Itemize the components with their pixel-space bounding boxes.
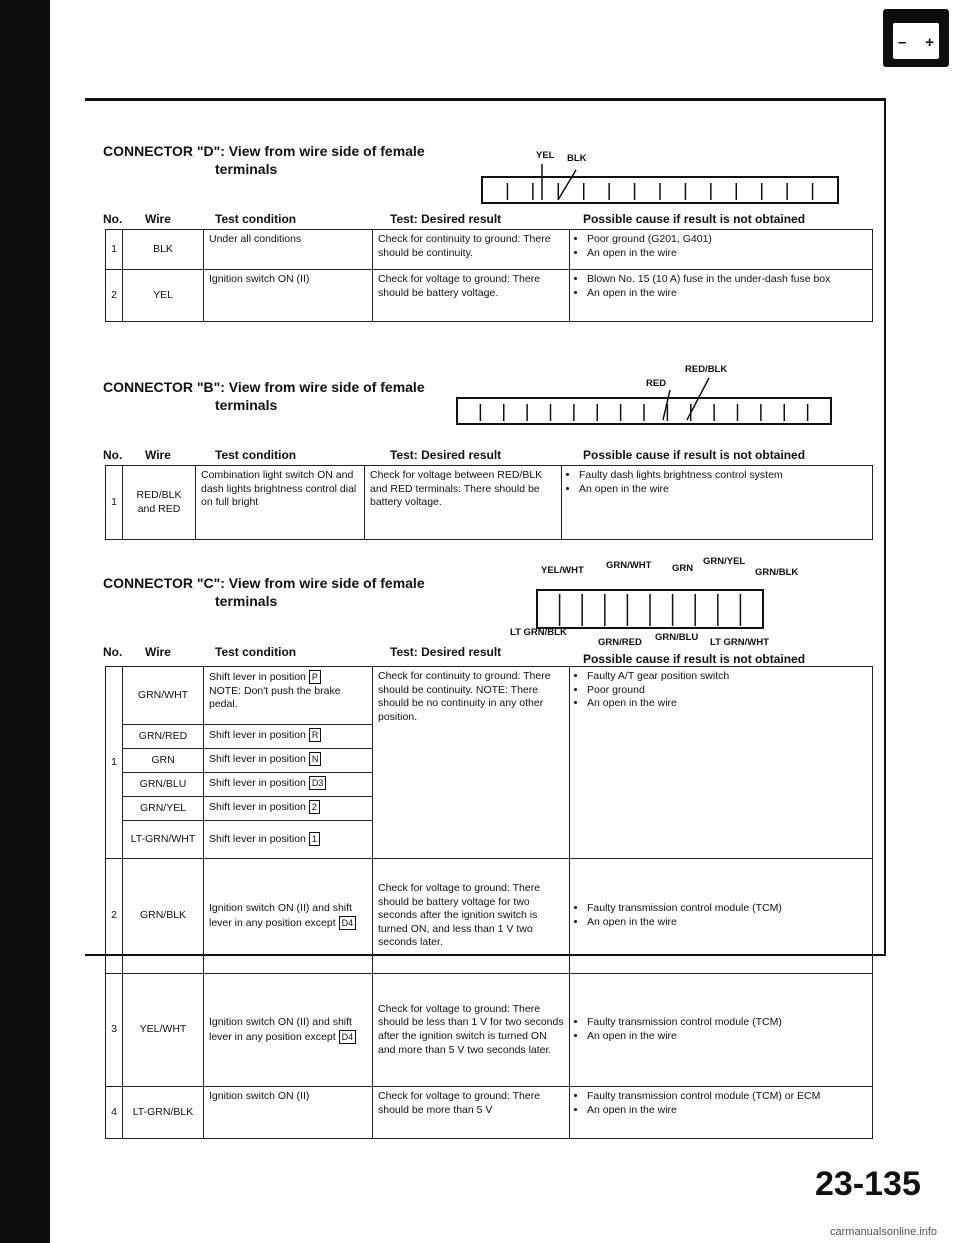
wire-label-red-blk: RED/BLK [685,364,728,375]
cause-item: • Poor ground [587,684,867,698]
possible-cause [570,667,873,859]
position-d4-symbol: D4 [339,916,357,930]
wire-label-grn-yel: GRN/YEL [703,556,746,567]
connector-c-header-test: Test condition [215,645,297,659]
wire-label-lt-grn-blk: LT GRN/BLK [510,627,567,638]
position-d3-symbol: D3 [309,776,327,790]
cause-item: • An open in the wire [587,1030,867,1044]
possible-cause [570,859,873,974]
test-condition [204,725,373,749]
table-row [106,859,873,974]
connector-c-title-sub: terminals [215,593,278,610]
wire-color: BLK [123,230,204,270]
test-condition [204,859,373,974]
table-row [106,466,873,540]
condition-text: Shift lever in position [209,801,306,813]
wire-color: GRN/WHT [123,667,204,725]
cause-item: • Faulty dash lights brightness control system [579,469,867,483]
wire-label-lt-grn-wht: LT GRN/WHT [710,637,769,648]
cause-item: • Faulty transmission control module (TCM) [587,902,867,916]
connector-b-title [103,378,425,414]
condition-note: NOTE: Don't push the brake pedal. [209,684,341,711]
test-condition [204,821,373,859]
connector-c-table [105,666,873,1139]
connector-c-title [103,574,425,610]
wire-color: GRN/RED [123,725,204,749]
condition-text: Shift lever in position [209,777,306,789]
wire-color: YEL [123,270,204,322]
condition-text: Ignition switch ON (II) and shift lever in any position except [209,901,352,929]
table-row [106,1087,873,1139]
right-rule [884,98,886,956]
connector-c-diagram [535,578,765,633]
test-condition [204,797,373,821]
wire-color: YEL/WHT [123,974,204,1087]
row-number: 2 [106,859,123,974]
cause-item: • An open in the wire [587,697,867,711]
battery-icon: – + [883,9,949,67]
wire-color: LT-GRN/WHT [123,821,204,859]
position-r-symbol: R [309,728,322,742]
desired-result: Check for voltage to ground: There should be less than 1 V for two seconds after the ignition switch is turned ON and more than 5 V two seconds later. [373,974,570,1087]
row-number: 3 [106,974,123,1087]
possible-cause [570,230,873,270]
cause-item: • Faulty transmission control module (TCM) or ECM [587,1090,867,1104]
test-condition [204,749,373,773]
cause-item: • An open in the wire [587,916,867,930]
top-rule [85,98,885,101]
wire-label-yel-wht: YEL/WHT [541,565,584,576]
condition-text: Ignition switch ON (II) and shift lever in any position except [209,1015,352,1043]
desired-result: Check for voltage to ground: There should be battery voltage for two seconds after the ignition switch is turned ON, and less than 1 V two seconds later. [373,859,570,974]
wire-label-grn-blu: GRN/BLU [655,632,699,643]
desired-result: Check for voltage between RED/BLK and RED terminals: There should be battery voltage. [365,466,562,540]
wire-color: GRN [123,749,204,773]
wire-color: GRN/YEL [123,797,204,821]
cause-item: • Faulty transmission control module (TCM) [587,1016,867,1030]
connector-c-header-result: Test: Desired result [390,645,502,659]
wire-label-yel: YEL [536,150,555,161]
wire-color: RED/BLK and RED [123,466,196,540]
condition-text: Shift lever in position [209,729,306,741]
table-row [106,974,873,1087]
connector-b-title-sub: terminals [215,397,278,414]
table-row [106,270,873,322]
desired-result: Check for voltage to ground: There should be battery voltage. [373,270,570,322]
connector-d-title [103,142,425,178]
position-n-symbol: N [309,752,322,766]
row-number: 4 [106,1087,123,1139]
connector-c-title-text: CONNECTOR "C": View from wire side of female [103,575,425,591]
connector-b-table [105,465,873,540]
desired-result: Check for voltage to ground: There should be more than 5 V [373,1087,570,1139]
cause-item: • An open in the wire [587,1104,867,1118]
connector-b-header-result: Test: Desired result [390,448,502,462]
condition-text: Shift lever in position [209,671,306,683]
desired-result: Check for continuity to ground: There should be continuity. [373,230,570,270]
connector-d-header-cause: Possible cause if result is not obtained [583,212,806,226]
wire-label-grn-blk: GRN/BLK [755,567,799,578]
possible-cause [570,270,873,322]
condition-text: Shift lever in position [209,753,306,765]
test-condition: Combination light switch ON and dash lights brightness control dial on full bright [196,466,365,540]
cause-item: • Poor ground (G201, G401) [587,233,867,247]
connector-d-header-result: Test: Desired result [390,212,502,226]
connector-c-header-no: No. [103,645,123,659]
condition-text: Shift lever in position [209,833,306,846]
wire-color: GRN/BLU [123,773,204,797]
test-condition [204,974,373,1087]
footer-watermark: carmanualsonline.info [830,1226,938,1238]
possible-cause [570,1087,873,1139]
connector-d-header-no: No. [103,212,123,226]
wire-color: GRN/BLK [123,859,204,974]
possible-cause [570,974,873,1087]
wire-label-red: RED [646,378,667,389]
cause-item: • Blown No. 15 (10 A) fuse in the under-dash fuse box [587,273,867,287]
connector-c-header-cause: Possible cause if result is not obtained [583,652,806,666]
connector-b-header-test: Test condition [215,448,297,462]
wire-color: LT-GRN/BLK [123,1087,204,1139]
cause-item: • An open in the wire [587,247,867,261]
connector-d-table [105,229,873,322]
row-number: 1 [106,230,123,270]
connector-d-diagram [480,162,840,207]
connector-b-header-no: No. [103,448,123,462]
position-2-symbol: 2 [309,800,320,814]
wire-label-grn-wht: GRN/WHT [606,560,652,571]
connector-d-header-wire: Wire [145,212,171,226]
test-condition: Ignition switch ON (II) [204,1087,373,1139]
connector-d-title-text: CONNECTOR "D": View from wire side of female [103,143,425,159]
position-d4-symbol: D4 [339,1030,357,1044]
test-condition [204,773,373,797]
wire-label-grn-red: GRN/RED [598,637,642,648]
wire-label-blk: BLK [567,153,587,164]
row-number: 1 [106,667,123,859]
connector-b-diagram [455,378,835,428]
cause-item: • An open in the wire [579,483,867,497]
position-p-symbol: P [309,670,321,684]
connector-b-header-wire: Wire [145,448,171,462]
desired-result: Check for continuity to ground: There should be continuity. NOTE: There should be no continuity in any other position. [373,667,570,859]
wire-label-grn: GRN [672,563,694,574]
row-number: 2 [106,270,123,322]
test-condition: Ignition switch ON (II) [204,270,373,322]
connector-c-header-wire: Wire [145,645,171,659]
table-row [106,230,873,270]
connector-b-header-cause: Possible cause if result is not obtained [583,448,806,462]
row-number: 1 [106,466,123,540]
page-spine-bar [0,0,50,1243]
cause-item: • Faulty A/T gear position switch [587,670,867,684]
connector-d-header-test: Test condition [215,212,297,226]
connector-d-title-sub: terminals [215,161,278,178]
position-1-symbol: 1 [309,832,320,846]
possible-cause [562,466,873,540]
test-condition: Under all conditions [204,230,373,270]
table-row [106,667,873,725]
test-condition [204,667,373,725]
cause-item: • An open in the wire [587,287,867,301]
connector-b-title-text: CONNECTOR "B": View from wire side of female [103,379,425,395]
page-number: 23-135 [815,1165,921,1203]
